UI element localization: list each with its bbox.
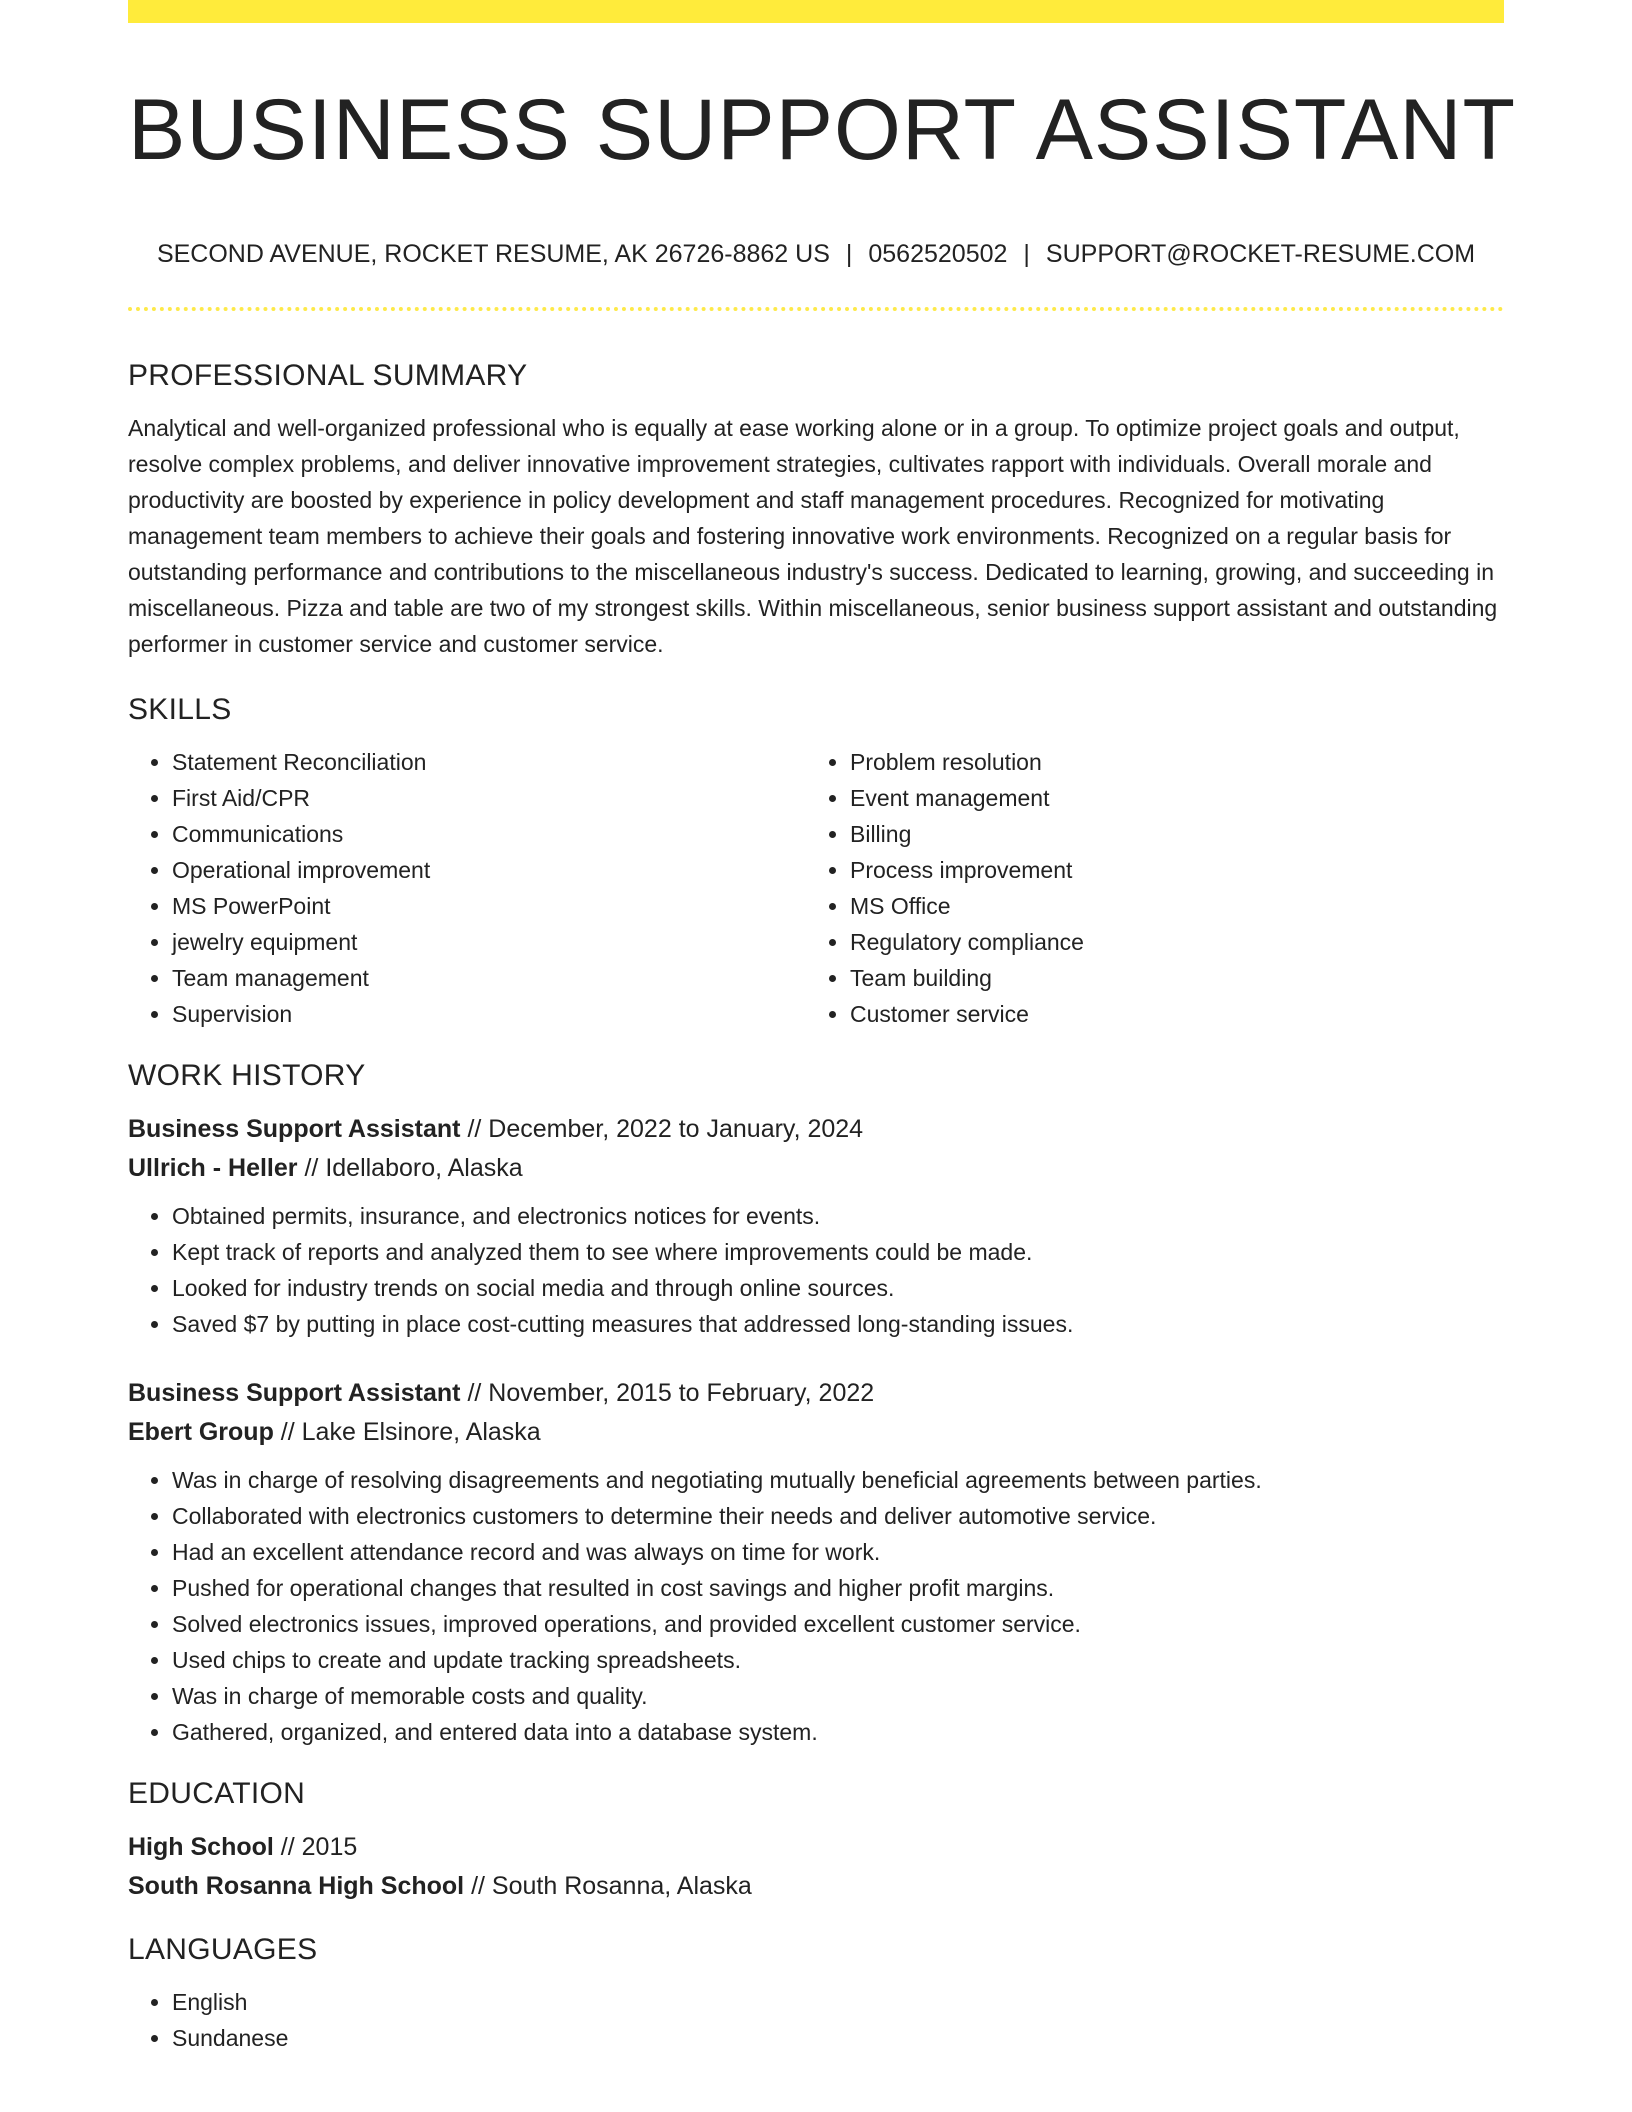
job-bullet: • Saved $7 by putting in place cost-cutting measures that addressed long-standing issues.	[172, 1306, 1504, 1342]
education-degree-line	[128, 1828, 1504, 1867]
skills-list-right	[806, 744, 1490, 1032]
skill-item: • MS PowerPoint	[172, 888, 806, 924]
languages-section	[128, 1926, 1504, 2056]
section-title-education: EDUCATION	[128, 1777, 306, 1810]
resume-name: BUSINESS SUPPORT ASSISTANT	[128, 82, 1517, 178]
skill-item: • Statement Reconciliation	[172, 744, 806, 780]
summary-text: Analytical and well-organized professional who is equally at ease working alone or in a group. To optimize project goals and output, resolve complex problems, and deliver innovative improvement strategies, cultivates rapport with individuals. Overall morale and productivity are boosted by experience in policy development and staff management procedures. Recognized for motivating management team members to achieve their goals and fostering innovative work environments. Recognized on a regular basis for outstanding performance and contributions to the miscellaneous industry's success. Dedicated to learning, growing, and succeeding in miscellaneous. Pizza and table are two of my strongest skills. Within miscellaneous, senior business support assistant and outstanding performer in customer service and customer service.	[128, 415, 1498, 657]
education-year: 2015	[301, 1833, 358, 1861]
skill-item: • MS Office	[850, 888, 1490, 924]
skill-item: • jewelry equipment	[172, 924, 806, 960]
job-bullet: • Collaborated with electronics customers to determine their needs and deliver automotive service.	[172, 1498, 1504, 1534]
job-header	[128, 1374, 1504, 1452]
skill-item: • Event management	[850, 780, 1490, 816]
job-divider: //	[467, 1115, 482, 1143]
job-bullet: • Had an excellent attendance record and was always on time for work.	[172, 1534, 1504, 1570]
skill-item: • Communications	[172, 816, 806, 852]
skill-item: • Billing	[850, 816, 1490, 852]
job-bullet: • Obtained permits, insurance, and electronics notices for events.	[172, 1198, 1504, 1234]
education-location: South Rosanna, Alaska	[491, 1872, 752, 1900]
job-bullets	[128, 1198, 1504, 1342]
job-company: Ebert Group	[128, 1418, 274, 1446]
job-title-line	[128, 1374, 1504, 1413]
languages-list	[128, 1984, 1504, 2056]
job-role: Business Support Assistant	[128, 1115, 461, 1143]
contact-separator: |	[1023, 240, 1030, 268]
education-degree: High School	[128, 1833, 274, 1861]
contact-phone: 0562520502	[868, 240, 1008, 268]
job-bullet: • Was in charge of memorable costs and quality.	[172, 1678, 1504, 1714]
job-divider: //	[467, 1379, 482, 1407]
section-title-skills: SKILLS	[128, 693, 232, 726]
job-bullet: • Looked for industry trends on social media and through online sources.	[172, 1270, 1504, 1306]
skill-item: • Regulatory compliance	[850, 924, 1490, 960]
job-dates: November, 2015 to February, 2022	[488, 1379, 875, 1407]
job-location: Lake Elsinore, Alaska	[301, 1418, 541, 1446]
job-company-line	[128, 1149, 1504, 1188]
job-role: Business Support Assistant	[128, 1379, 461, 1407]
skill-item: • Team building	[850, 960, 1490, 996]
skill-item: • Problem resolution	[850, 744, 1490, 780]
contact-separator: |	[845, 240, 853, 268]
skill-item: • Process improvement	[850, 852, 1490, 888]
contact-line	[128, 236, 1504, 272]
skill-item: • Customer service	[850, 996, 1490, 1032]
resume-content	[128, 352, 1504, 2056]
skills-list-left	[128, 744, 806, 1032]
education-divider: //	[280, 1833, 295, 1861]
job-bullet: • Gathered, organized, and entered data into a database system.	[172, 1714, 1504, 1750]
job-bullets	[128, 1462, 1504, 1750]
job-bullet: • Pushed for operational changes that resulted in cost savings and higher profit margins.	[172, 1570, 1504, 1606]
resume-page	[128, 0, 1517, 2112]
job-entry	[128, 1374, 1504, 1750]
section-title-summary: PROFESSIONAL SUMMARY	[128, 359, 528, 392]
section-title-work: WORK HISTORY	[128, 1059, 366, 1092]
skill-item: • Team management	[172, 960, 806, 996]
job-company-line	[128, 1413, 1504, 1452]
job-bullet: • Was in charge of resolving disagreements and negotiating mutually beneficial agreements between parties.	[172, 1462, 1504, 1498]
education-section	[128, 1770, 1504, 1906]
education-school: South Rosanna High School	[128, 1872, 465, 1900]
job-bullet: • Used chips to create and update tracking spreadsheets.	[172, 1642, 1504, 1678]
job-title-line	[128, 1110, 1504, 1149]
job-entry	[128, 1110, 1504, 1342]
job-dates: December, 2022 to January, 2024	[488, 1115, 864, 1143]
education-divider: //	[471, 1872, 485, 1900]
skill-item: • Operational improvement	[172, 852, 806, 888]
job-divider: //	[304, 1154, 319, 1182]
skill-item: • First Aid/CPR	[172, 780, 806, 816]
skill-item: • Supervision	[172, 996, 806, 1032]
skills-columns	[128, 744, 1504, 1032]
education-school-line	[128, 1867, 1504, 1906]
accent-bar	[128, 0, 1504, 23]
education-entry	[128, 1828, 1504, 1906]
dotted-divider	[128, 307, 1504, 311]
job-header	[128, 1110, 1504, 1188]
job-company: Ullrich - Heller	[128, 1154, 298, 1182]
contact-email[interactable]: SUPPORT@ROCKET-RESUME.COM	[1045, 240, 1476, 268]
summary-section	[128, 352, 1504, 662]
skills-section	[128, 686, 1504, 1032]
job-bullet: • Kept track of reports and analyzed them to see where improvements could be made.	[172, 1234, 1504, 1270]
job-bullet: • Solved electronics issues, improved operations, and provided excellent customer service.	[172, 1606, 1504, 1642]
contact-address: SECOND AVENUE, ROCKET RESUME, AK 26726-8862 US	[156, 240, 830, 268]
language-item: • English	[172, 1984, 1504, 2020]
language-item: • Sundanese	[172, 2020, 1504, 2056]
section-title-languages: LANGUAGES	[128, 1933, 318, 1966]
work-history-section	[128, 1052, 1504, 1750]
job-location: Idellaboro, Alaska	[325, 1154, 523, 1182]
job-divider: //	[280, 1418, 295, 1446]
